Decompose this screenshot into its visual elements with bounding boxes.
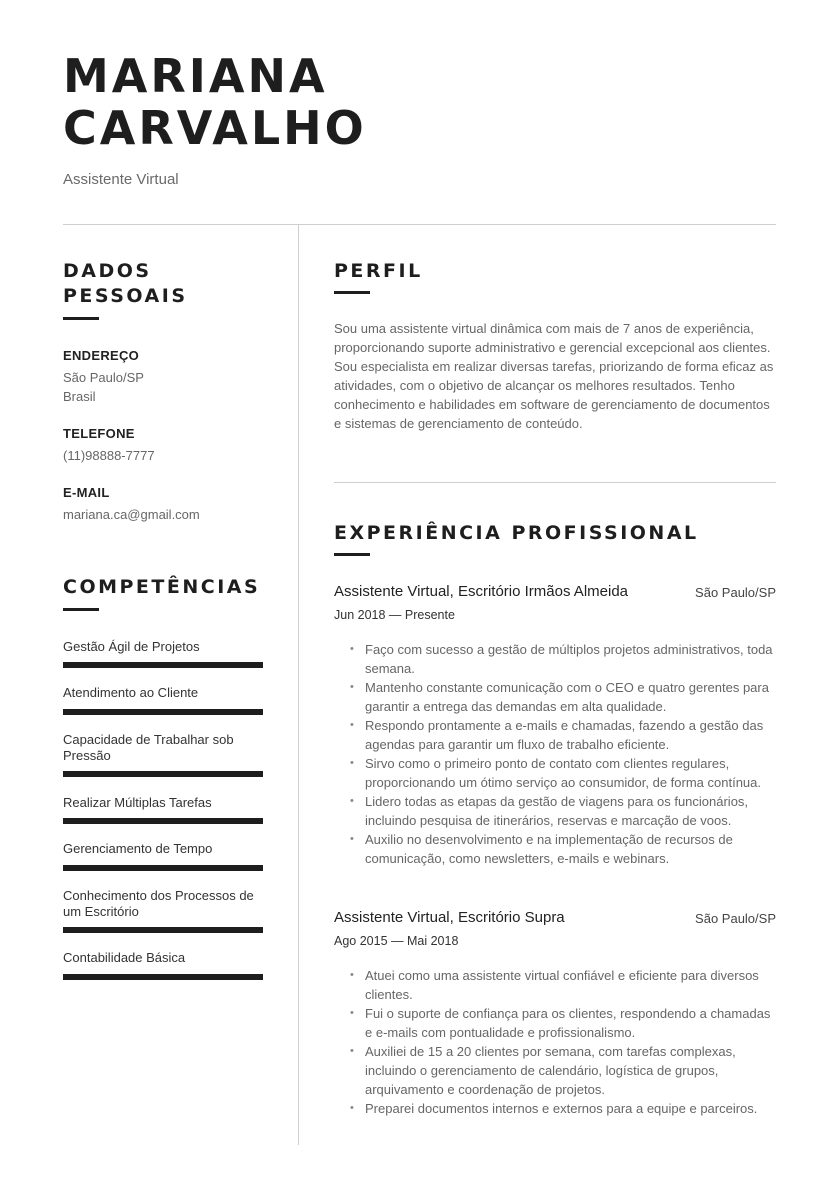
job-bullet: • Auxiliei de 15 a 20 clientes por semana, com tarefas complexas, incluindo o gerenciamento de calendário, logística de grupos, arquivamento e coordenação de projetos. — [334, 1042, 776, 1099]
candidate-name — [63, 50, 367, 154]
job-dates: Ago 2015 — Mai 2018 — [334, 934, 459, 948]
skill-item — [63, 950, 263, 966]
skill-item — [63, 841, 263, 857]
personal-heading-underline — [63, 317, 99, 320]
skill-level-bar — [63, 927, 263, 933]
skill-label: Gestão Ágil de Projetos — [63, 639, 200, 654]
job-bullet: • Atuei como uma assistente virtual confiável e eficiente para diversos clientes. — [334, 966, 776, 1004]
skill-item — [63, 639, 263, 655]
email-label: E-MAIL — [63, 485, 110, 500]
job-position: Assistente Virtual, Escritório Supra — [334, 909, 565, 926]
personal-heading-line-1: DADOS — [63, 260, 152, 282]
job-entry — [334, 909, 776, 1118]
header-divider — [63, 224, 776, 225]
skill-level-bar — [63, 818, 263, 824]
skill-item — [63, 888, 263, 920]
job-bullet: • Sirvo como o primeiro ponto de contato com clientes regulares, proporcionando um ótimo serviço ao consumidor, de forma contínua. — [334, 754, 776, 792]
skill-item — [63, 732, 263, 764]
experience-heading: EXPERIÊNCIA PROFISSIONAL — [334, 522, 699, 544]
phone-value: (11)98888-7777 — [63, 448, 155, 463]
email-value[interactable]: mariana.ca@gmail.com — [63, 507, 200, 522]
job-position: Assistente Virtual, Escritório Irmãos Almeida — [334, 583, 629, 600]
personal-heading-line-2: PESSOAIS — [63, 285, 188, 307]
skill-level-bar — [63, 974, 263, 980]
job-bullet: • Respondo prontamente a e-mails e chamadas, fazendo a gestão das agendas para garantir um fluxo de trabalho eficiente. — [334, 716, 776, 754]
job-header — [334, 583, 776, 605]
profile-heading: PERFIL — [334, 260, 423, 282]
skill-label: Gerenciamento de Tempo — [63, 841, 213, 856]
phone-label: TELEFONE — [63, 426, 135, 441]
job-bullet: • Fui o suporte de confiança para os clientes, respondendo a chamadas e e-mails com pontualidade e profissionalismo. — [334, 1004, 776, 1042]
job-bullet: • Faço com sucesso a gestão de múltiplos projetos administrativos, toda semana. — [334, 640, 776, 678]
column-divider — [298, 225, 299, 1145]
address-country: Brasil — [63, 389, 96, 404]
skill-label: Conhecimento dos Processos de um Escritório — [63, 888, 254, 919]
job-bullet: • Preparei documentos internos e externos para a equipe e parceiros. — [334, 1099, 776, 1118]
personal-data-heading — [63, 259, 188, 309]
skill-label: Capacidade de Trabalhar sob Pressão — [63, 732, 234, 763]
skill-label: Contabilidade Básica — [63, 950, 186, 965]
skill-label: Realizar Múltiplas Tarefas — [63, 795, 212, 810]
experience-heading-underline — [334, 553, 370, 556]
job-responsibilities — [334, 640, 776, 868]
job-bullet: • Lidero todas as etapas da gestão de viagens para os funcionários, incluindo pesquisa de itinerários, reservas e marcação de voos. — [334, 792, 776, 830]
address-city: São Paulo/SP — [63, 370, 144, 385]
job-location: São Paulo/SP — [695, 911, 776, 926]
name-line-1: MARIANA — [63, 49, 328, 103]
job-title: Assistente Virtual — [63, 171, 179, 188]
name-line-2: CARVALHO — [63, 101, 367, 155]
skill-level-bar — [63, 709, 263, 715]
skills-heading: COMPETÊNCIAS — [63, 576, 261, 598]
profile-heading-underline — [334, 291, 370, 294]
job-responsibilities — [334, 966, 776, 1118]
skill-item — [63, 795, 263, 811]
job-location: São Paulo/SP — [695, 585, 776, 600]
job-header — [334, 909, 776, 931]
skill-item — [63, 685, 263, 701]
job-dates: Jun 2018 — Presente — [334, 608, 455, 622]
job-bullet: • Auxilio no desenvolvimento e na implementação de recursos de comunicação, como newsletters, e-mails e webinars. — [334, 830, 776, 868]
skill-level-bar — [63, 865, 263, 871]
job-bullet: • Mantenho constante comunicação com o CEO e quatro gerentes para garantir a entrega das demandas em alta qualidade. — [334, 678, 776, 716]
skills-heading-underline — [63, 608, 99, 611]
address-label: ENDEREÇO — [63, 348, 140, 363]
profile-summary: Sou uma assistente virtual dinâmica com mais de 7 anos de experiência, proporcionando suporte administrativo e gerencial excepcional aos clientes. Sou especialista em realizar diversas tarefas, priorizando de forma eficaz as atividades, com o objetivo de alcançar os melhores resultados. Tenho conhecimento e habilidades em software de gerenciamento de documentos e sistemas de gerenciamento de conteúdo. — [334, 321, 774, 431]
job-entry — [334, 583, 776, 868]
skill-level-bar — [63, 662, 263, 668]
skill-label: Atendimento ao Cliente — [63, 685, 199, 700]
skill-level-bar — [63, 771, 263, 777]
section-divider — [334, 482, 776, 483]
